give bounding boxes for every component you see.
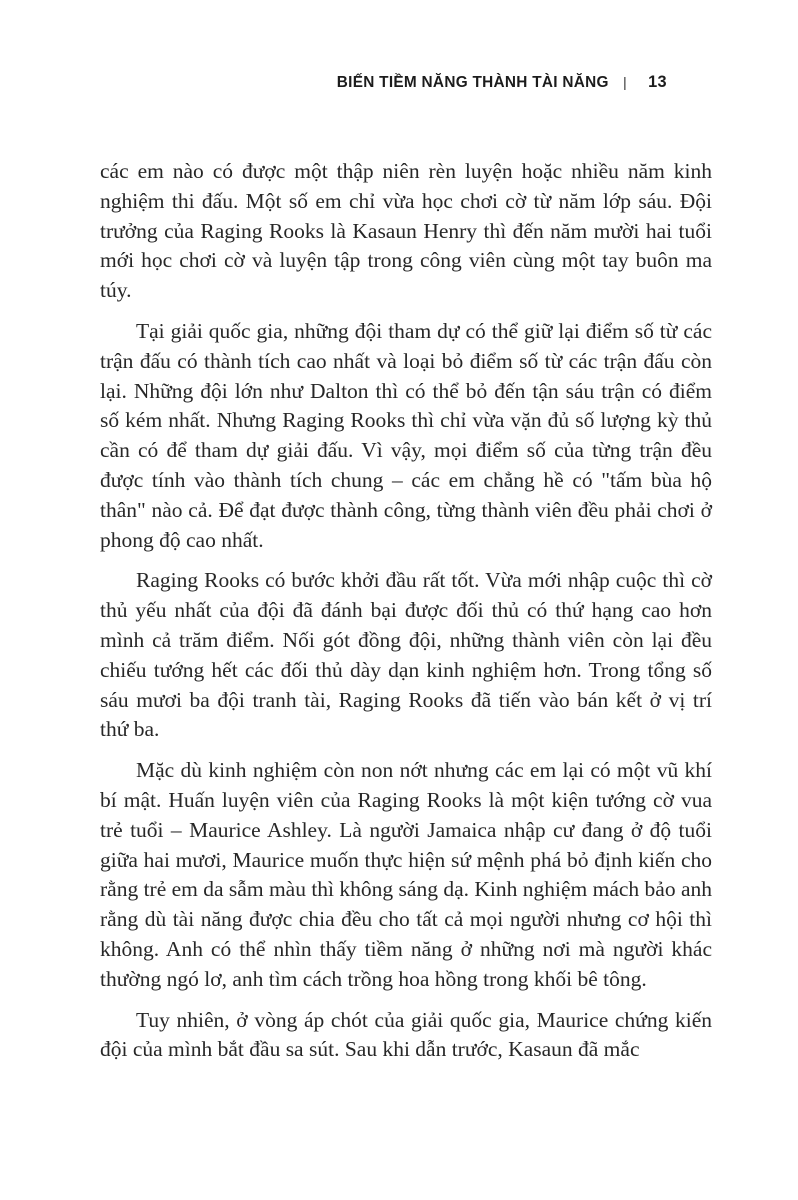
- body-text: [100, 157, 712, 1076]
- page-number: 13: [648, 72, 667, 91]
- paragraph: Tại giải quốc gia, những đội tham dự có thể giữ lại điểm số từ các trận đấu có thành tích cao nhất và loại bỏ điểm số từ các trận đấu còn lại. Những đội lớn như Dalton thì có thể bỏ đến tận sáu trận có điểm số kém nhất. Nhưng Raging Rooks thì chỉ vừa vặn đủ số lượng kỳ thủ cần có để tham dự giải đấu. Vì vậy, mọi điểm số của từng trận đều được tính vào thành tích chung – các em chẳng hề có "tấm bùa hộ thân" nào cả. Để đạt được thành công, từng thành viên đều phải chơi ở phong độ cao nhất.: [100, 318, 712, 552]
- paragraph: Mặc dù kinh nghiệm còn non nớt nhưng các em lại có một vũ khí bí mật. Huấn luyện viên của Raging Rooks là một kiện tướng cờ vua trẻ tuổi – Maurice Ashley. Là người Jamaica nhập cư đang ở độ tuổi giữa hai mươi, Maurice muốn thực hiện sứ mệnh phá bỏ định kiến cho rằng trẻ em da sẫm màu thì không sáng dạ. Kinh nghiệm mách bảo anh rằng dù tài năng được chia đều cho tất cả mọi người nhưng cơ hội thì không. Anh có thể nhìn thấy tiềm năng ở những nơi mà người khác thường ngó lơ, anh tìm cách trồng hoa hồng trong khối bê tông.: [100, 758, 712, 991]
- paragraph: các em nào có được một thập niên rèn luyện hoặc nhiều năm kinh nghiệm thi đấu. Một số em chỉ vừa học chơi cờ từ năm lớp sáu. Đội trưởng của Raging Rooks là Kasaun Henry thì đến năm mười hai tuổi mới học chơi cờ và luyện tập trong công viên cùng một tay buôn ma túy.: [100, 159, 712, 303]
- running-header: [337, 72, 667, 92]
- header-separator: |: [623, 74, 628, 90]
- paragraph: Tuy nhiên, ở vòng áp chót của giải quốc gia, Maurice chứng kiến đội của mình bắt đầu sa sút. Sau khi dẫn trước, Kasaun đã mắc: [100, 1007, 712, 1062]
- chapter-title: BIẾN TIỀM NĂNG THÀNH TÀI NĂNG: [336, 74, 609, 91]
- paragraph: Raging Rooks có bước khởi đầu rất tốt. Vừa mới nhập cuộc thì cờ thủ yếu nhất của đội đã đánh bại được đối thủ có thứ hạng cao hơn mình cả trăm điểm. Nối gót đồng đội, những thành viên còn lại đều chiếu tướng hết các đối thủ dày dạn kinh nghiệm hơn. Trong tổng số sáu mươi ba đội tranh tài, Raging Rooks đã tiến vào bán kết ở vị trí thứ ba.: [100, 568, 712, 742]
